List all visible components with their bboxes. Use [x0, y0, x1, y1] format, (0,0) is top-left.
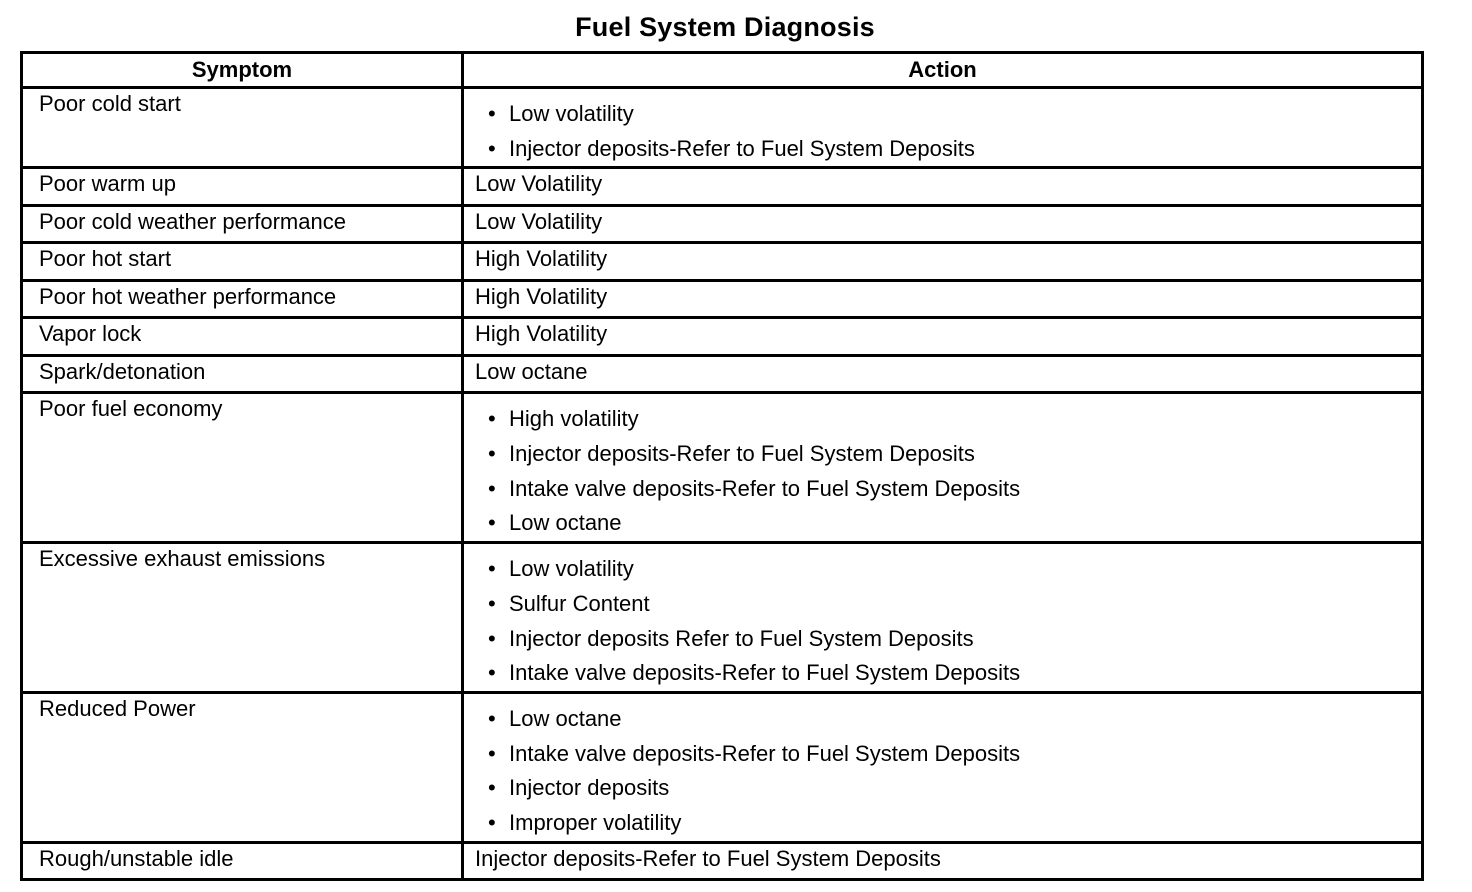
symptom-cell: Poor warm up [22, 168, 463, 206]
action-item-text: High volatility [509, 406, 639, 432]
action-cell: Injector deposits-Refer to Fuel System Deposits [463, 842, 1423, 880]
symptom-cell: Poor cold start [22, 88, 463, 168]
action-item-text: Injector deposits-Refer to Fuel System Deposits [509, 135, 975, 161]
bullet-icon: • [488, 809, 496, 835]
action-cell: High Volatility [463, 318, 1423, 356]
action-list-item [488, 402, 1421, 437]
action-cell [463, 88, 1423, 168]
symptom-cell: Rough/unstable idle [22, 842, 463, 880]
action-list-item [488, 737, 1421, 772]
action-list [475, 702, 1421, 841]
action-item-text: Intake valve deposits-Refer to Fuel System Deposits [509, 740, 1021, 766]
action-item-text: Low octane [509, 510, 622, 536]
symptom-cell: Reduced Power [22, 692, 463, 842]
symptom-column-header: Symptom [22, 53, 463, 88]
action-list-item [488, 472, 1421, 507]
action-item-text: Injector deposits-Refer to Fuel System Deposits [509, 441, 975, 467]
table-row [22, 355, 1423, 393]
symptom-cell: Poor fuel economy [22, 393, 463, 543]
bullet-icon: • [488, 775, 496, 801]
action-cell [463, 393, 1423, 543]
table-row [22, 692, 1423, 842]
table-row [22, 842, 1423, 880]
action-item-text: Injector deposits Refer to Fuel System Deposits [509, 625, 974, 651]
action-list-item [488, 552, 1421, 587]
table-row [22, 88, 1423, 168]
action-item-text: Improper volatility [509, 809, 682, 835]
action-list-item [488, 702, 1421, 737]
action-cell [463, 543, 1423, 693]
bullet-icon: • [488, 475, 496, 501]
symptom-cell: Excessive exhaust emissions [22, 543, 463, 693]
bullet-icon: • [488, 510, 496, 536]
table-row [22, 168, 1423, 206]
bullet-icon: • [488, 101, 496, 126]
action-list [475, 97, 1421, 166]
action-item-text: Low volatility [509, 101, 634, 126]
bullet-icon: • [488, 406, 496, 432]
symptom-cell: Poor cold weather performance [22, 205, 463, 243]
table-row [22, 243, 1423, 281]
bullet-icon: • [488, 556, 496, 582]
action-cell: Low octane [463, 355, 1423, 393]
fuel-diagnosis-table [20, 51, 1424, 881]
symptom-cell: Vapor lock [22, 318, 463, 356]
action-list-item [488, 587, 1421, 622]
table-row [22, 543, 1423, 693]
action-item-text: Intake valve deposits-Refer to Fuel System Deposits [509, 660, 1021, 686]
action-list [475, 552, 1421, 691]
table-row [22, 205, 1423, 243]
table-row [22, 280, 1423, 318]
page-title: Fuel System Diagnosis [575, 12, 875, 42]
action-cell: Low Volatility [463, 168, 1423, 206]
action-item-text: Injector deposits [509, 775, 670, 801]
action-list-item [488, 506, 1421, 541]
action-list-item [488, 437, 1421, 472]
bullet-icon: • [488, 740, 496, 766]
action-list [475, 402, 1421, 541]
action-item-text: Sulfur Content [509, 590, 650, 616]
bullet-icon: • [488, 705, 496, 731]
bullet-icon: • [488, 441, 496, 467]
action-cell: High Volatility [463, 243, 1423, 281]
action-item-text: Low volatility [509, 556, 634, 582]
symptom-cell: Poor hot start [22, 243, 463, 281]
action-cell: Low Volatility [463, 205, 1423, 243]
action-list-item [488, 97, 1421, 132]
action-cell: High Volatility [463, 280, 1423, 318]
bullet-icon: • [488, 660, 496, 686]
table-row [22, 318, 1423, 356]
table-row [22, 393, 1423, 543]
bullet-icon: • [488, 625, 496, 651]
action-list-item [488, 771, 1421, 806]
bullet-icon: • [488, 590, 496, 616]
action-item-text: Low octane [509, 705, 622, 731]
action-list-item [488, 132, 1421, 167]
action-item-text: Intake valve deposits-Refer to Fuel System Deposits [509, 475, 1021, 501]
symptom-cell: Poor hot weather performance [22, 280, 463, 318]
symptom-cell: Spark/detonation [22, 355, 463, 393]
header-row [22, 53, 1423, 88]
action-column-header: Action [463, 53, 1423, 88]
action-list-item [488, 806, 1421, 841]
action-list-item [488, 656, 1421, 691]
action-cell [463, 692, 1423, 842]
action-list-item [488, 622, 1421, 657]
bullet-icon: • [488, 135, 496, 161]
